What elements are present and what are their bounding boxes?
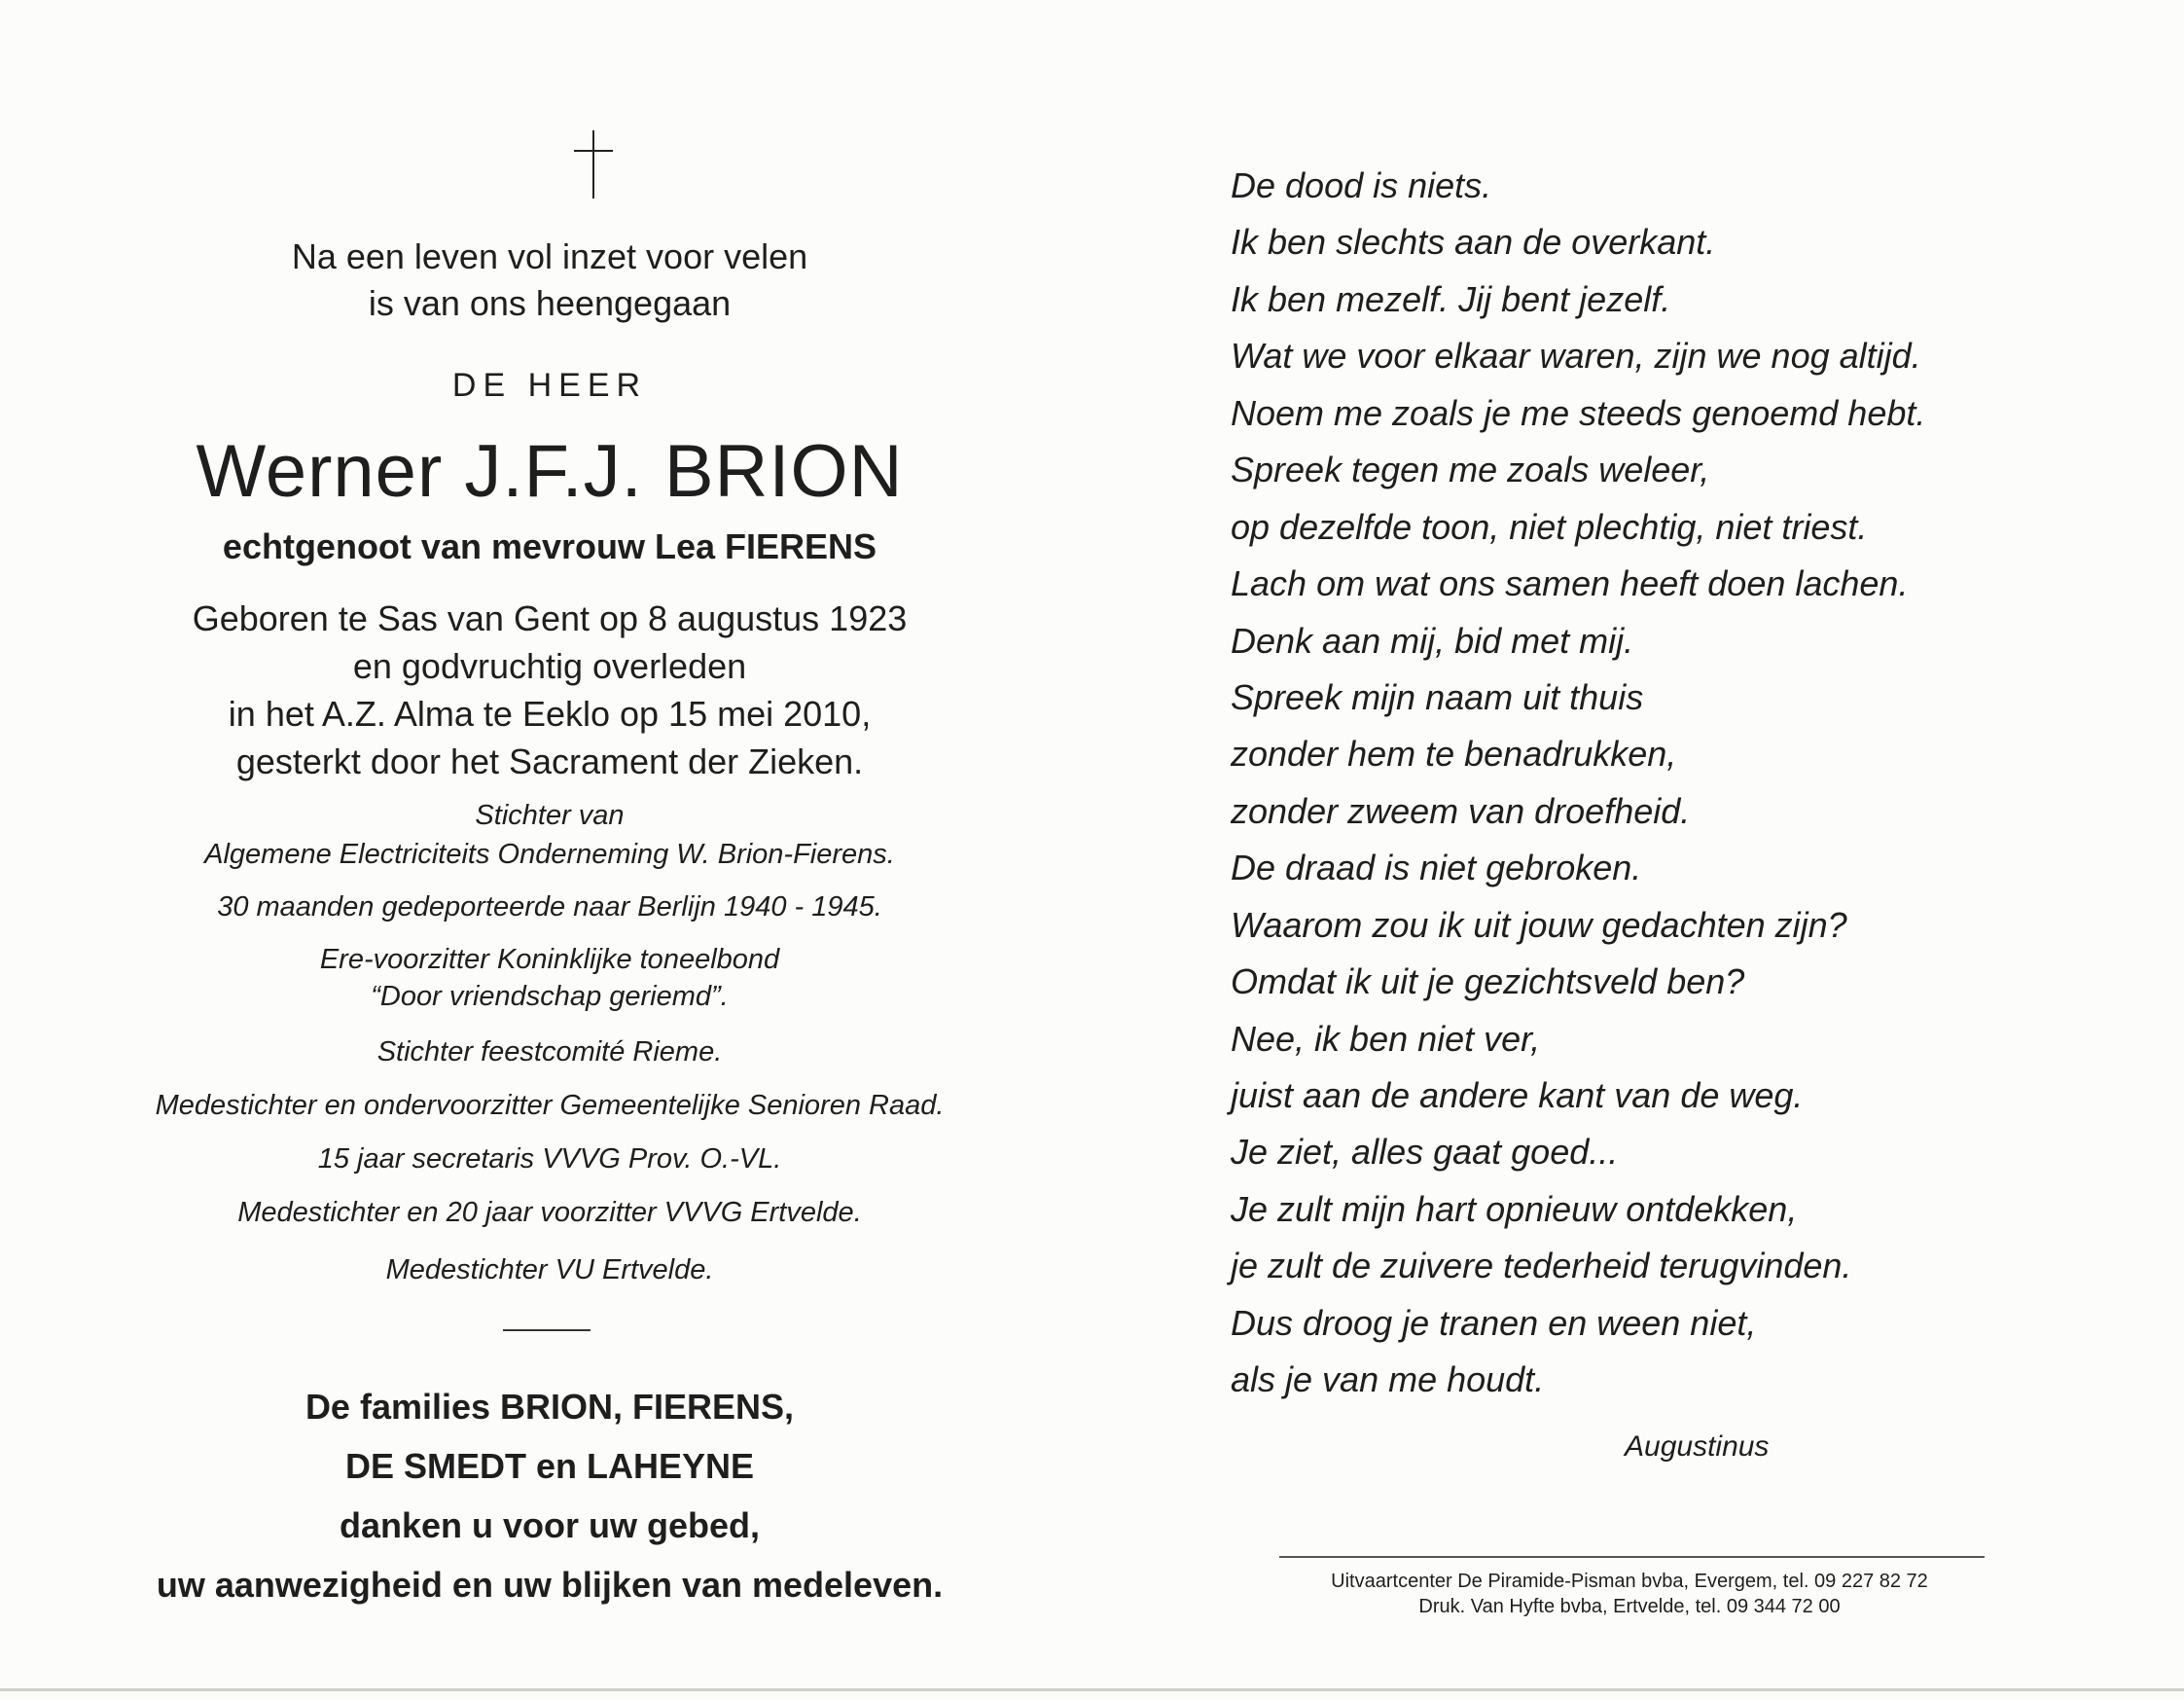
merit-line: Stichter feestcomité Rieme. (376, 1036, 723, 1067)
right-page (1231, 0, 2106, 1700)
poem-line: Je ziet, alles gaat goed... (1231, 1132, 1619, 1173)
divider (503, 1329, 591, 1331)
bio-line: gesterkt door het Sacrament der Zieken. (235, 741, 864, 781)
poem-line: Lach om wat ons samen heeft doen lachen. (1231, 563, 1909, 604)
merit-line: Medestichter VU Ertvelde. (385, 1254, 714, 1285)
merit-line: “Door vriendschap geriemd”. (371, 981, 729, 1012)
poem-line: zonder zweem van droefheid. (1231, 790, 1691, 831)
printer-info (1260, 1569, 1999, 1619)
poem-line: De draad is niet gebroken. (1231, 848, 1642, 888)
merit-line: Medestichter en 20 jaar voorzitter VVVG Ertvelde. (237, 1197, 862, 1228)
merit-line: Algemene Electriciteits Onderneming W. Brion-Fierens. (204, 839, 895, 870)
poem-line: Dus droog je tranen en ween niet, (1231, 1302, 1757, 1343)
bio-line: en godvruchtig overleden (352, 646, 747, 686)
merit-line: 30 maanden gedeporteerde naar Berlijn 1940 - 1945. (217, 891, 882, 922)
poem-line: juist aan de andere kant van de weg. (1231, 1075, 1804, 1115)
poem-line: als je van me houdt. (1231, 1359, 1545, 1400)
merit-line: Stichter van (475, 800, 625, 831)
poem-line: Denk aan mij, bid met mij. (1231, 620, 1634, 661)
poem-line: Noem me zoals je me steeds genoemd hebt. (1231, 392, 1926, 433)
thanks-line: DE SMEDT en LAHEYNE (344, 1446, 755, 1486)
poem-line: Spreek tegen me zoals weleer, (1231, 450, 1710, 490)
poem-line: Spreek mijn naam uit thuis (1231, 676, 1644, 717)
thanks-line: danken u voor uw gebed, (339, 1505, 761, 1545)
poem-line: Je zult mijn hart opnieuw ontdekken, (1231, 1188, 1798, 1229)
poem-line: Ik ben mezelf. Jij bent jezelf. (1231, 278, 1671, 319)
bio-line: Geboren te Sas van Gent op 8 augustus 1923 (192, 598, 908, 638)
card-bottom-edge (0, 1688, 2184, 1691)
poem-line: zonder hem te benadrukken, (1231, 734, 1677, 775)
poem-line: Wat we voor elkaar waren, zijn we nog altijd. (1231, 336, 1921, 377)
poem-author: Augustinus (1625, 1430, 1770, 1463)
intro-line: Na een leven vol inzet voor velen (291, 236, 808, 276)
poem-line: je zult de zuivere tederheid terugvinden. (1231, 1246, 1852, 1286)
printer-line: Uitvaartcenter De Piramide-Pisman bvba, Evergem, tel. 09 227 82 72 (1331, 1571, 1928, 1592)
spouse-line: echtgenoot van mevrouw Lea FIERENS (222, 526, 877, 566)
footer-rule (1279, 1556, 1985, 1558)
left-page (58, 0, 1041, 1700)
bio-line: in het A.Z. Alma te Eeklo op 15 mei 2010, (228, 694, 872, 734)
poem-line: Nee, ik ben niet ver, (1231, 1018, 1541, 1059)
merit-line: Medestichter en ondervoorzitter Gemeentelijke Senioren Raad. (155, 1090, 945, 1121)
merit-line: Ere-voorzitter Koninklijke toneelbond (319, 944, 780, 975)
cross-icon (574, 130, 613, 199)
poem-line: Waarom zou ik uit jouw gedachten zijn? (1231, 904, 1847, 945)
poem-line: op dezelfde toon, niet plechtig, niet triest. (1231, 506, 1868, 547)
printer-line: Druk. Van Hyfte bvba, Ertvelde, tel. 09 344 72 00 (1418, 1596, 1841, 1617)
poem-line: Omdat ik uit je gezichtsveld ben? (1231, 961, 1745, 1002)
thanks-line: uw aanwezigheid en uw blijken van medeleven. (156, 1565, 944, 1605)
title-prefix: DE HEER (451, 367, 648, 404)
poem (1231, 158, 1925, 1409)
merit-line: 15 jaar secretaris VVVG Prov. O.-VL. (317, 1143, 782, 1175)
poem-line: Ik ben slechts aan de overkant. (1231, 222, 1716, 263)
poem-line: De dood is niets. (1231, 165, 1492, 205)
thanks-line: De families BRION, FIERENS, (304, 1387, 795, 1427)
deceased-name: Werner J.F.J. BRION (196, 430, 904, 513)
intro-line: is van ons heengegaan (368, 283, 732, 323)
